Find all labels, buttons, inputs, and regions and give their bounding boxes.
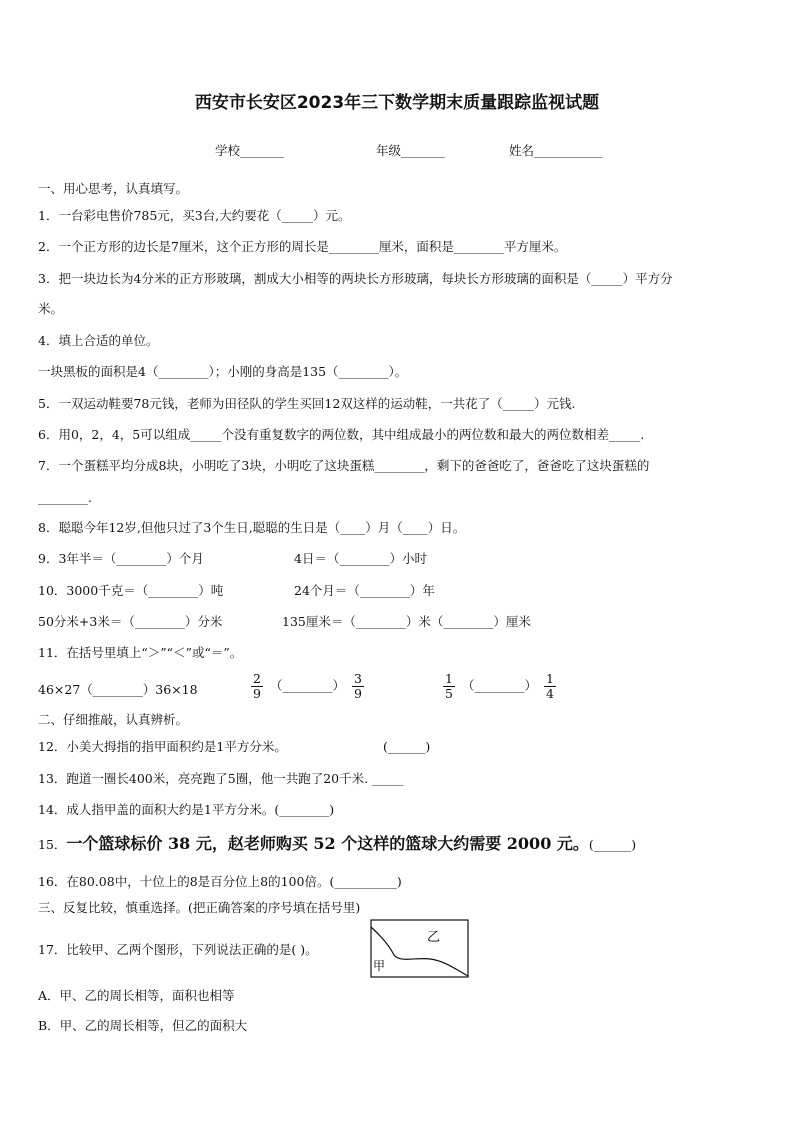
fraction-2-9: $\frac{2}{9}$ xyxy=(253,671,261,701)
question-11b xyxy=(248,672,367,701)
section-2-heading: 二、仔细推敲，认真辨析。 xyxy=(38,712,189,727)
question-15-blank[interactable]: (______) xyxy=(588,837,637,852)
question-3-cont: 米。 xyxy=(38,301,64,316)
question-14: 14．成人指甲盖的面积大约是1平方分米。(________) xyxy=(38,802,335,817)
question-15-number: 15． xyxy=(38,837,67,852)
fraction-1-5: $\frac{1}{5}$ xyxy=(445,671,453,701)
question-4: 4．填上合适的单位。 xyxy=(38,333,159,348)
question-17: 17．比较甲、乙两个图形，下列说法正确的是( )。 xyxy=(38,942,318,957)
question-15-text: 一个篮球标价 38 元，赵老师购买 52 个这样的篮球大约需要 2000 元。 xyxy=(66,834,589,853)
question-11: 11．在括号里填上“＞”“＜”或“＝”。 xyxy=(38,645,243,660)
question-15 xyxy=(38,836,636,853)
figure-border xyxy=(371,920,468,977)
question-9b: 4日＝（________）小时 xyxy=(294,551,427,566)
question-6: 6．用0，2，4，5可以组成_____个没有重复数字的两位数，其中组成最小的两位数和最大的两位数相差_____. xyxy=(38,427,645,442)
question-8: 8．聪聪今年12岁,但他只过了3个生日,聪聪的生日是（____）月（____）日。 xyxy=(38,520,466,535)
question-4-items: 一块黑板的面积是4（________）；小刚的身高是135（________）。 xyxy=(38,364,408,379)
label-yi: 乙 xyxy=(427,930,441,945)
question-10c: 50分米+3米＝（________）分米 xyxy=(38,614,223,629)
question-16: 16．在80.08中，十位上的8是百分位上8的100倍。(__________) xyxy=(38,874,402,889)
question-12: 12．小美大拇指的指甲面积约是1平方分米。 xyxy=(38,739,287,754)
figure-divider-curve xyxy=(371,927,468,976)
question-11c xyxy=(440,672,559,701)
question-1: 1．一台彩电售价785元，买3台,大约要花（_____）元。 xyxy=(38,208,351,223)
question-7: 7．一个蛋糕平均分成8块，小明吃了3块，小明吃了这块蛋糕________，剩下的爸爸吃了，爸爸吃了这块蛋糕的 xyxy=(38,458,650,473)
question-10a: 10．3000千克＝（________）吨 xyxy=(38,583,224,598)
question-10d: 135厘米＝（________）米（________）厘米 xyxy=(282,614,531,629)
answer-blank[interactable]: （________） xyxy=(269,678,345,693)
question-3: 3．把一块边长为4分米的正方形玻璃，割成大小相等的两块长方形玻璃，每块长方形玻璃的面积是（_____）平方分 xyxy=(38,271,673,286)
grade-field[interactable]: 年级_______ xyxy=(376,143,445,158)
question-9a: 9．3年半＝（________）个月 xyxy=(38,551,204,566)
page-title: 西安市长安区2023年三下数学期末质量跟踪监视试题 xyxy=(194,93,600,113)
answer-blank[interactable]: （________） xyxy=(461,678,537,693)
label-jia: 甲 xyxy=(373,959,386,973)
name-field[interactable]: 姓名___________ xyxy=(509,143,603,158)
section-1-heading: 一、用心思考，认真填写。 xyxy=(38,181,189,196)
question-10b: 24个月＝（________）年 xyxy=(294,583,435,598)
question-2: 2．一个正方形的边长是7厘米，这个正方形的周长是________厘米，面积是________平方厘米。 xyxy=(38,239,567,254)
question-7-cont: ________. xyxy=(38,490,92,505)
shape-figure xyxy=(370,919,470,979)
question-13: 13．跑道一圈长400米，亮亮跑了5圈，他一共跑了20千米. _____ xyxy=(38,771,404,786)
question-12-blank[interactable]: (______) xyxy=(383,739,431,754)
school-field[interactable]: 学校_______ xyxy=(215,143,284,158)
question-11a: 46×27（________）36×18 xyxy=(38,682,198,697)
section-3-heading: 三、反复比较，慎重选择。(把正确答案的序号填在括号里) xyxy=(38,900,361,915)
option-b[interactable]: B．甲、乙的周长相等，但乙的面积大 xyxy=(38,1018,248,1033)
option-a[interactable]: A．甲、乙的周长相等，面积也相等 xyxy=(38,988,235,1003)
fraction-1-4: $\frac{1}{4}$ xyxy=(545,671,554,701)
question-5: 5．一双运动鞋要78元钱，老师为田径队的学生买回12双这样的运动鞋，一共花了（_____）元钱. xyxy=(38,396,576,411)
fraction-3-9: $\frac{3}{9}$ xyxy=(353,671,362,701)
